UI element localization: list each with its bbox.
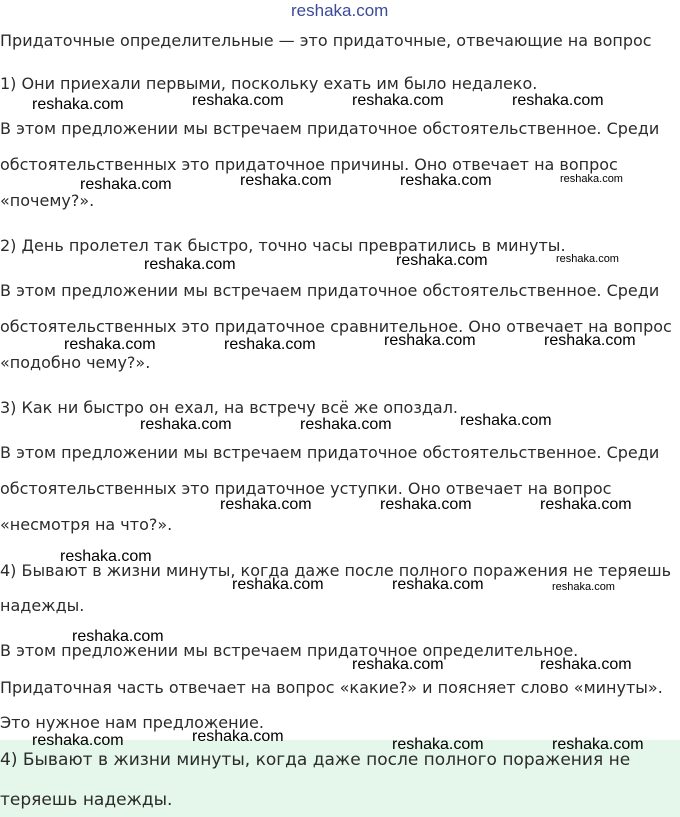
watermark: reshaka.com <box>300 416 392 433</box>
explanation-1-line-2: обстоятельственных это придаточное причины. Оно отвечает на вопрос <box>0 155 618 174</box>
watermark: reshaka.com <box>392 736 484 753</box>
explanation-1-line-1: В этом предложении мы встречаем придаточное обстоятельственное. Среди <box>0 119 660 138</box>
watermark: reshaka.com <box>32 96 124 113</box>
explanation-3-line-3: «несмотря на что?». <box>0 515 173 534</box>
watermark: reshaka.com <box>352 92 444 109</box>
watermark: reshaka.com <box>60 548 152 565</box>
explanation-2-line-2: обстоятельственных это придаточное сравнительное. Оно отвечает на вопрос <box>0 317 672 336</box>
question-3: 3) Как ни быстро он ехал, на встречу всё же опоздал. <box>0 398 458 417</box>
watermark: reshaka.com <box>552 581 615 593</box>
watermark: reshaka.com <box>384 332 476 349</box>
answer-line-1: 4) Бывают в жизни минуты, когда даже после полного поражения не <box>0 750 631 770</box>
explanation-3-line-2: обстоятельственных это придаточное уступки. Оно отвечает на вопрос <box>0 479 612 498</box>
watermark: reshaka.com <box>80 176 172 193</box>
watermark: reshaka.com <box>540 656 632 673</box>
explanation-1-line-3: «почему?». <box>0 191 95 210</box>
watermark: reshaka.com <box>140 416 232 433</box>
watermark: reshaka.com <box>240 172 332 189</box>
watermark: reshaka.com <box>392 576 484 593</box>
watermark: reshaka.com <box>72 628 164 645</box>
intro-text: Придаточные определительные — это придаточные, отвечающие на вопрос <box>0 31 652 50</box>
question-2: 2) День пролетел так быстро, точно часы превратились в минуты. <box>0 236 566 255</box>
explanation-4-line-1: В этом предложении мы встречаем придаточное определительное. <box>0 641 579 660</box>
explanation-4-line-2: Придаточная часть отвечает на вопрос «какие?» и поясняет слово «минуты». <box>0 678 663 697</box>
watermark: reshaka.com <box>224 336 316 353</box>
question-4-line-1: 4) Бывают в жизни минуты, когда даже после полного поражения не теряешь <box>0 561 672 580</box>
answer-line-2: теряешь надежды. <box>0 790 173 810</box>
watermark: reshaka.com <box>396 252 488 269</box>
watermark: reshaka.com <box>560 173 623 185</box>
watermark: reshaka.com <box>460 412 552 429</box>
watermark: reshaka.com <box>144 256 236 273</box>
watermark: reshaka.com <box>512 92 604 109</box>
watermark: reshaka.com <box>32 732 124 749</box>
watermark: reshaka.com <box>556 253 619 265</box>
watermark: reshaka.com <box>192 728 284 745</box>
watermark: reshaka.com <box>220 496 312 513</box>
watermark: reshaka.com <box>380 496 472 513</box>
watermark: reshaka.com <box>232 576 324 593</box>
explanation-2-line-1: В этом предложении мы встречаем придаточное обстоятельственное. Среди <box>0 281 660 300</box>
question-1: 1) Они приехали первыми, поскольку ехать им было недалеко. <box>0 74 538 93</box>
explanation-2-line-3: «подобно чему?». <box>0 353 151 372</box>
watermark: reshaka.com <box>192 92 284 109</box>
watermark: reshaka.com <box>64 336 156 353</box>
watermark: reshaka.com <box>544 332 636 349</box>
explanation-3-line-1: В этом предложении мы встречаем придаточное обстоятельственное. Среди <box>0 443 660 462</box>
watermark: reshaka.com <box>540 496 632 513</box>
explanation-4-line-3: Это нужное нам предложение. <box>0 713 264 732</box>
watermark: reshaka.com <box>400 172 492 189</box>
watermark: reshaka.com <box>552 736 644 753</box>
watermark: reshaka.com <box>352 656 444 673</box>
site-title[interactable]: reshaka.com <box>291 1 389 20</box>
question-4-line-2: надежды. <box>0 596 85 615</box>
